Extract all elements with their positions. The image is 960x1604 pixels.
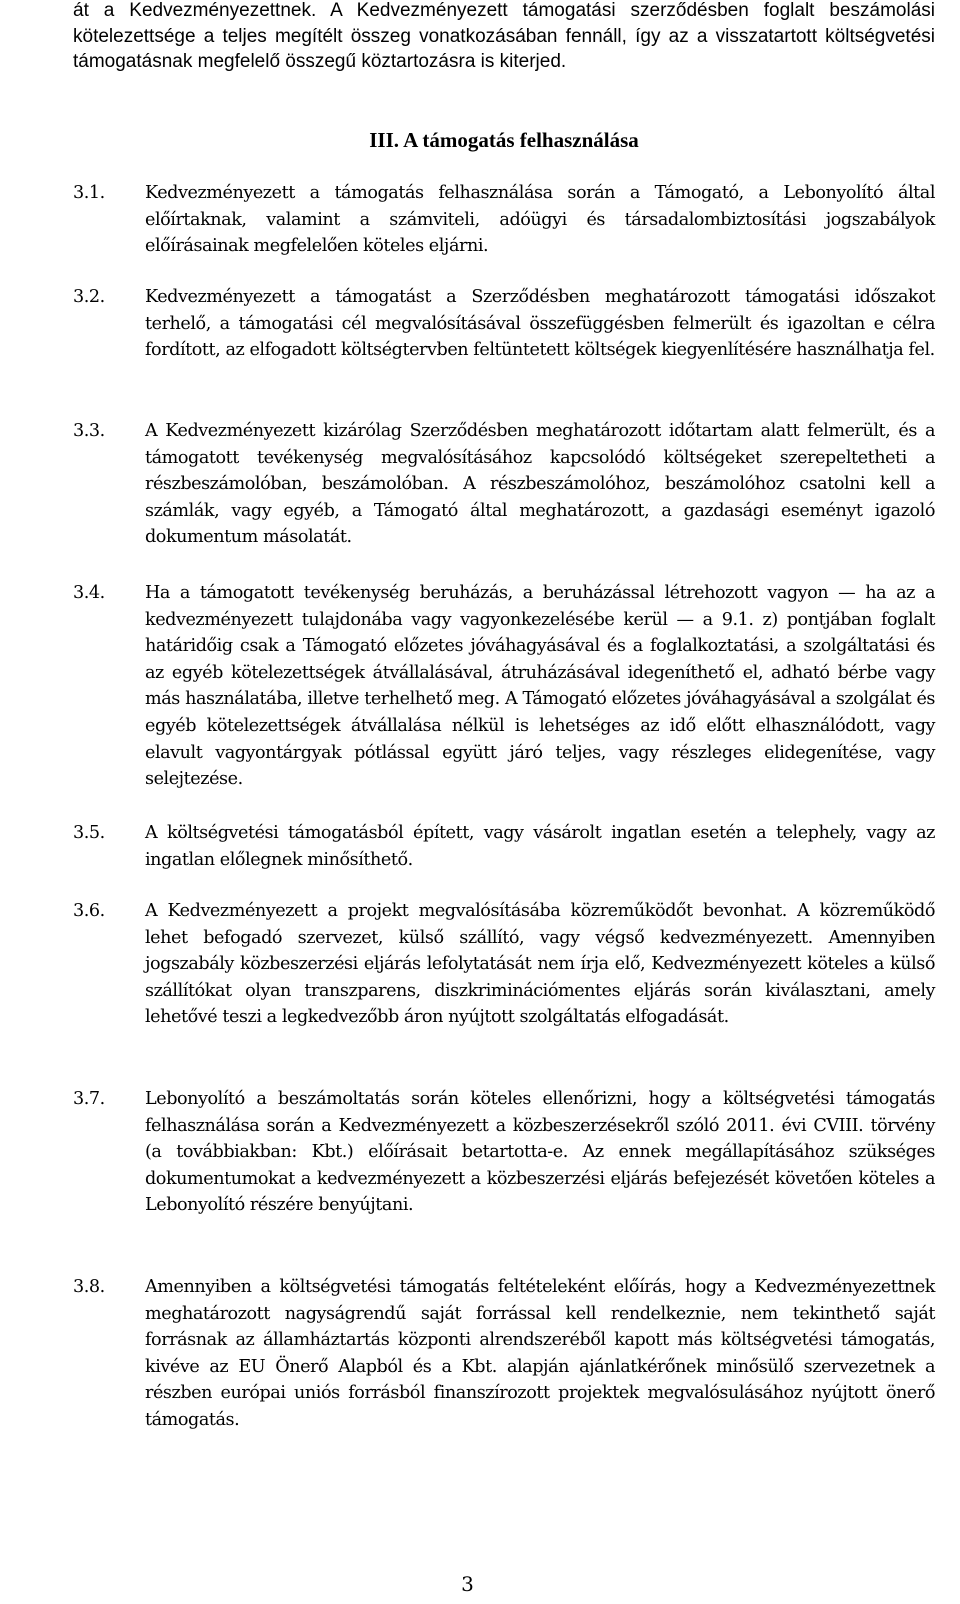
paragraph-text: Ha a támogatott tevékenység beruházás, a beruházással létrehozott vagyon — ha az a kedvezményezett tulajdonába vagy vagyonkezelésébe kerül — a 9.1. z) pontjában foglalt határidőig csak a Támogató előzetes jóváhagyásával és a foglalkoztatási, a szolgáltatási és az egyéb kötelezettségek átvállalásával, átruházásával idegeníthető el, adható bérbe vagy más használatába, illetve terhelhető meg. A Támogató előzetes jóváhagyásával a szolgálat és egyéb kötelezettségek átvállalása nélkül is lehetséges az idő előtt elhasználódott, vagy elavult vagyontárgyak pótlással együtt járó teljes, vagy részleges elidegenítése, vagy selejtezése. (145, 583, 935, 790)
paragraph-3-8 (73, 1274, 935, 1434)
paragraph-3-5 (73, 820, 935, 873)
paragraph-text: Lebonyolító a beszámoltatás során köteles ellenőrizni, hogy a költségvetési támogatás felhasználása során a Kedvezményezett a közbeszerzésekről szóló 2011. évi CVIII. törvény (a továbbiakban: Kbt.) előírásait betartotta-e. Az ennek megállapításához szükséges dokumentumokat a kedvezményezett a közbeszerzési eljárás befejezését követően köteles a Lebonyolító részére benyújtani. (145, 1089, 935, 1216)
paragraph-number: 3.7. (73, 1089, 105, 1109)
paragraph-3-4 (73, 580, 935, 793)
document-page (73, 0, 935, 1430)
paragraph-text: A Kedvezményezett kizárólag Szerződésben meghatározott időtartam alatt felmerült, és a támogatott tevékenység megvalósításához kapcsolódó költségeket szerepeltetheti a részbeszámolóban, beszámolóban. A részbeszámolóhoz, beszámolóhoz csatolni kell a számlák, vagy egyéb, a Támogató által meghatározott, a gazdasági eseményt igazoló dokumentum másolatát. (145, 421, 935, 548)
paragraph-number: 3.2. (73, 287, 105, 307)
paragraph-number: 3.1. (73, 183, 105, 203)
paragraph-number: 3.5. (73, 823, 105, 843)
paragraph-3-3 (73, 418, 935, 551)
paragraph-number: 3.6. (73, 901, 105, 921)
paragraph-3-2 (73, 284, 935, 364)
paragraph-text: A költségvetési támogatásból épített, vagy vásárolt ingatlan esetén a telephely, vagy az ingatlan előlegnek minősíthető. (145, 823, 935, 870)
intro-paragraph: át a Kedvezményezettnek. A Kedvezményezett támogatási szerződésben foglalt beszámolási kötelezettsége a teljes megítélt összeg vonatkozásában fennáll, így az a visszatartott költségvetési támogatásnak megfelelő összegű köztartozásra is kiterjed. (73, 0, 935, 72)
page-number: 3 (461, 1572, 474, 1596)
section-title: III. A támogatás felhasználása (369, 128, 639, 152)
paragraph-text: Kedvezményezett a támogatást a Szerződésben meghatározott támogatási időszakot terhelő, a támogatási cél megvalósításával összefüggésben felmerült és igazoltan e célra fordított, az elfogadott költségtervben feltüntetett költségek kiegyenlítésére használhatja fel. (145, 287, 935, 361)
paragraph-number: 3.4. (73, 583, 105, 603)
paragraph-3-6 (73, 898, 935, 1031)
paragraph-3-7 (73, 1086, 935, 1219)
paragraph-text: Amennyiben a költségvetési támogatás feltételeként előírás, hogy a Kedvezményezettnek meghatározott nagyságrendű saját forrással kell rendelkeznie, nem tekinthető saját forrásnak az államháztartás központi alrendszeréből kapott más költségvetési támogatás, kivéve az EU Önerő Alapból és a Kbt. alapján ajánlatkérőnek minősülő szervezetnek a részben európai uniós forrásból finanszírozott projektek megvalósulásához nyújtott önerő támogatás. (145, 1277, 935, 1430)
paragraph-number: 3.8. (73, 1277, 105, 1297)
paragraph-number: 3.3. (73, 421, 105, 441)
paragraph-3-1 (73, 180, 935, 260)
paragraph-text: Kedvezményezett a támogatás felhasználása során a Támogató, a Lebonyolító által előírtaknak, valamint a számviteli, adóügyi és társadalombiztosítási jogszabályok előírásainak megfelelően köteles eljárni. (145, 183, 935, 257)
paragraph-text: A Kedvezményezett a projekt megvalósításába közreműködőt bevonhat. A közreműködő lehet befogadó szervezet, külső szállító, vagy végső kedvezményezett. Amennyiben jogszabály közbeszerzési eljárás lefolytatását nem írja elő, Kedvezményezett köteles a külső szállítókat olyan transzparens, diszkriminációmentes eljárás során kiválasztani, amely lehetővé teszi a legkedvezőbb áron nyújtott szolgáltatás elfogadását. (145, 901, 935, 1028)
